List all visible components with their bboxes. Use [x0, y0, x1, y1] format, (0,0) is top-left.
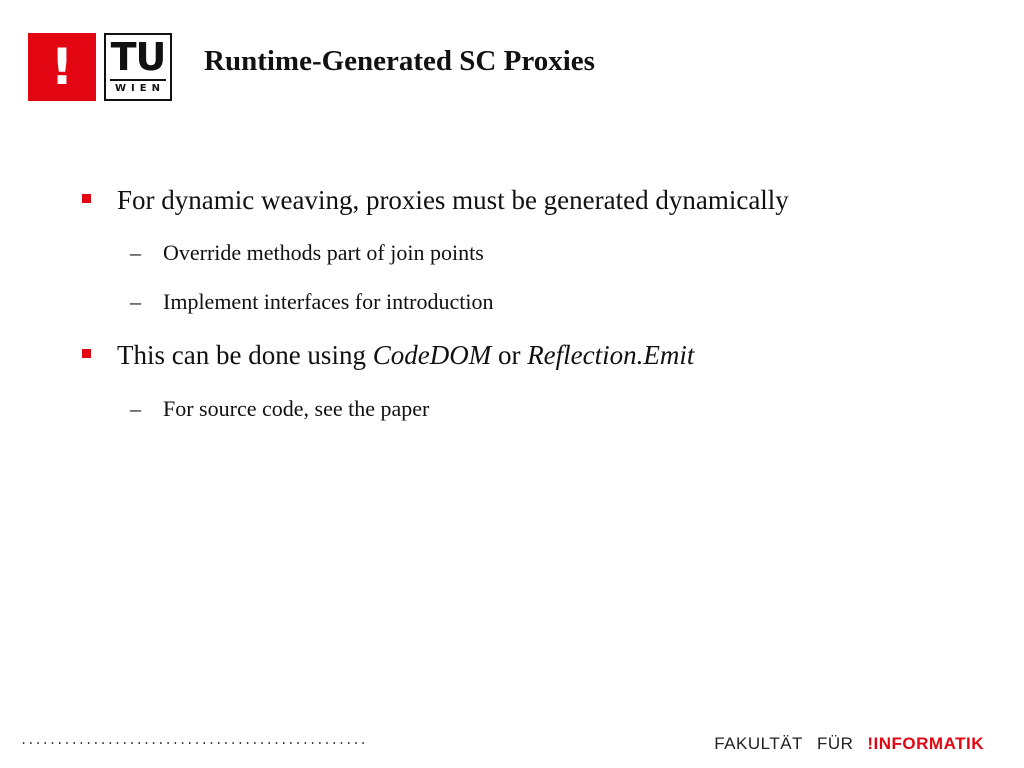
sub-bullet-text: Implement interfaces for introduction — [163, 289, 494, 314]
bullet-text-reflection-emit: Reflection.Emit — [527, 340, 695, 370]
bullet-text-part: or — [491, 340, 528, 370]
footer-fuer: FÜR — [816, 734, 854, 753]
footer-dotted-line: ................................................ — [20, 733, 367, 747]
faculty-logo-text — [714, 733, 984, 755]
red-square-bullet-icon — [82, 194, 91, 203]
tu-logo-letters: TU — [110, 35, 166, 79]
exclamation-logo: ! — [28, 33, 96, 101]
bullet-text-codedom: CodeDOM — [372, 340, 492, 370]
footer-fakultaet: FAKULTÄT — [714, 734, 803, 753]
bullet-text: For dynamic weaving, proxies must be generated dynamically — [117, 185, 789, 215]
sub-bullet-text: For source code, see the paper — [163, 396, 430, 421]
bullet-text-part: This can be done using — [117, 340, 373, 370]
dash-marker: – — [130, 240, 141, 265]
tu-logo-wien: WIEN — [115, 83, 165, 94]
slide-title: Runtime-Generated SC Proxies — [204, 45, 595, 77]
footer-informatik: !INFORMATIK — [867, 734, 984, 753]
dash-marker: – — [130, 396, 141, 421]
bullet-text — [117, 338, 694, 372]
dash-marker: – — [130, 289, 141, 314]
red-square-bullet-icon — [82, 349, 91, 358]
sub-bullet-text: Override methods part of join points — [163, 240, 484, 265]
